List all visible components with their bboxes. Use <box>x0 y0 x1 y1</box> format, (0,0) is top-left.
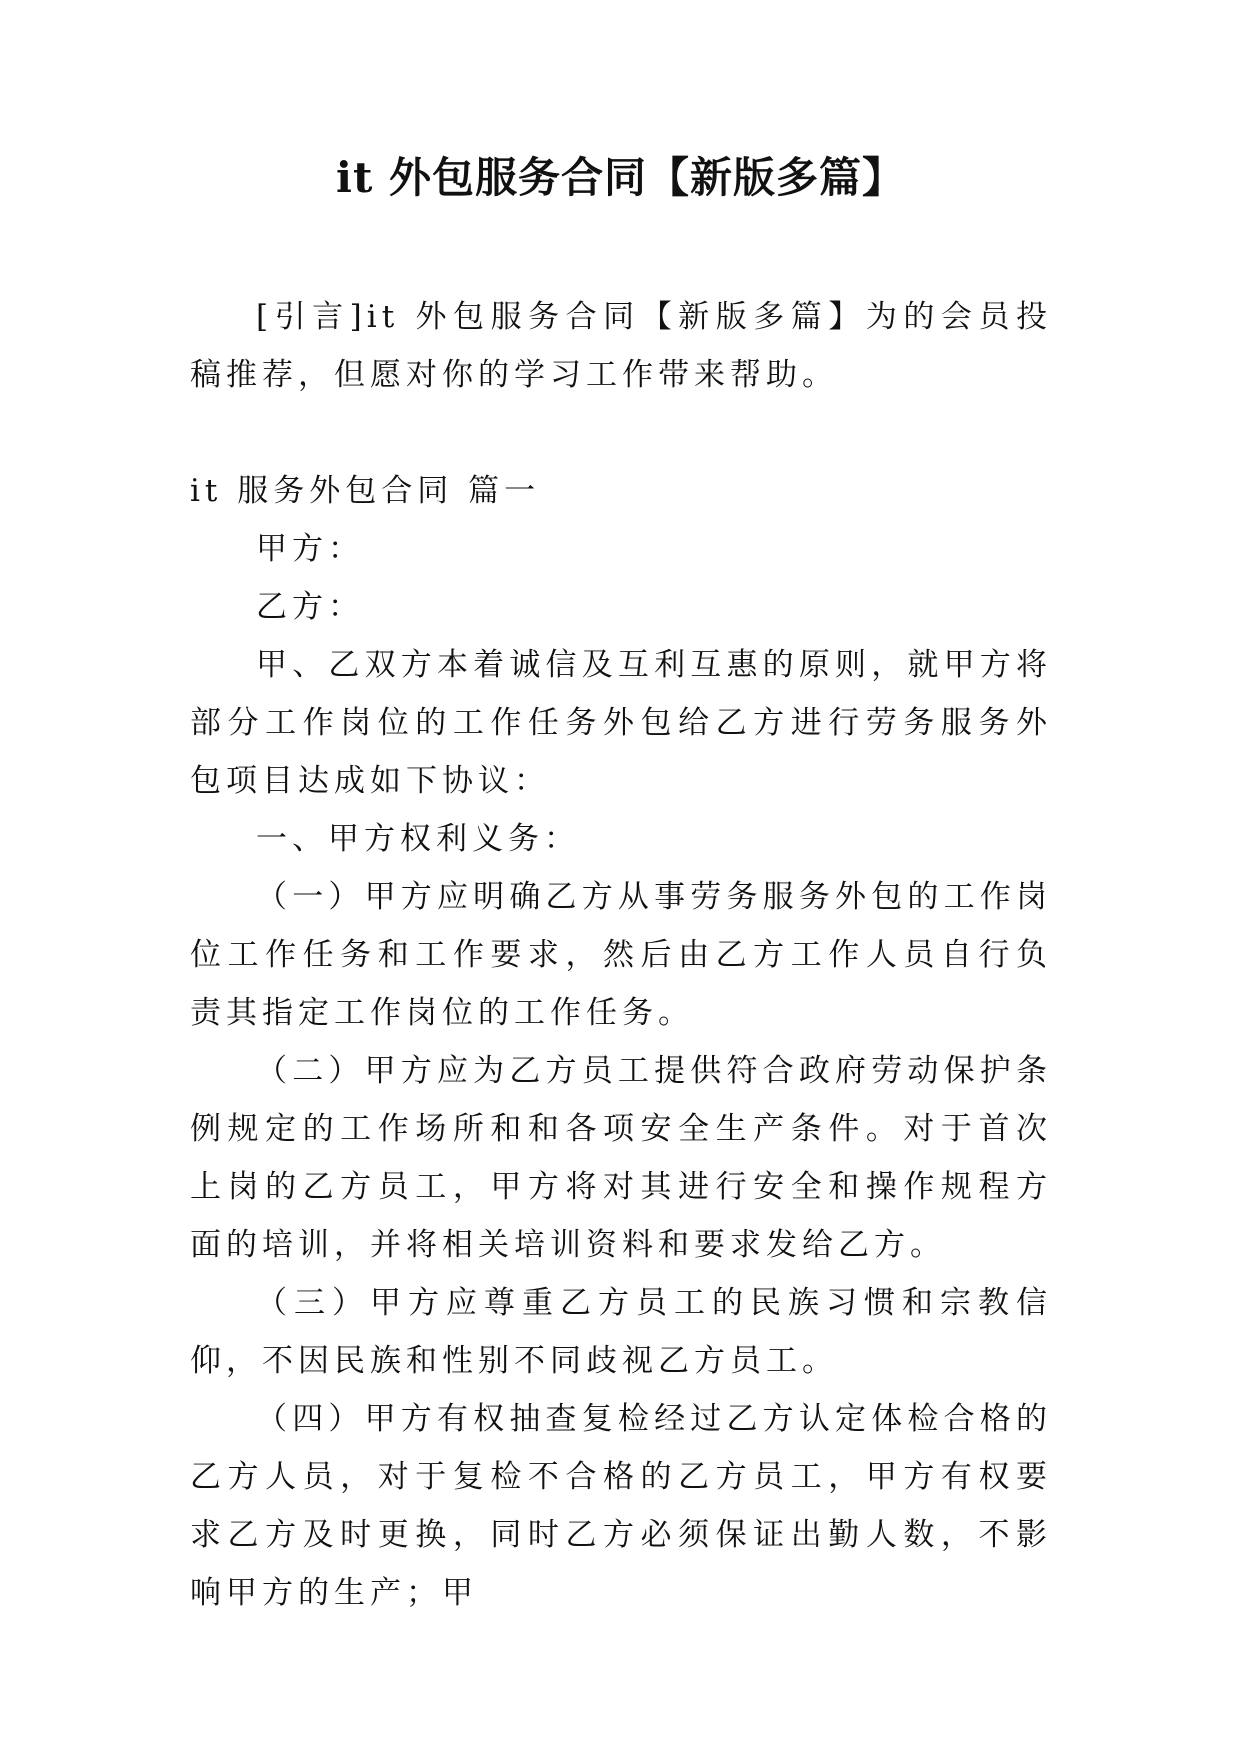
section-heading: it 服务外包合同 篇一 <box>190 473 541 509</box>
document-title: it 外包服务合同【新版多篇】 <box>336 153 905 202</box>
party-b-line: 乙方： <box>256 589 364 625</box>
clause-paragraph: （三）甲方应尊重乙方员工的民族习惯和宗教信仰，不因民族和性别不同歧视乙方员工。 <box>190 1285 1052 1379</box>
party-a-line: 甲方： <box>256 531 364 567</box>
preamble-paragraph: 甲、乙双方本着诚信及互利互惠的原则，就甲方将部分工作岗位的工作任务外包给乙方进行劳务服务外包项目达成如下协议： <box>190 647 1052 799</box>
clause-paragraph: （一）甲方应明确乙方从事劳务服务外包的工作岗位工作任务和工作要求，然后由乙方工作人员自行负责其指定工作岗位的工作任务。 <box>190 879 1052 1031</box>
clause-heading-party-a: 一、甲方权利义务： <box>256 821 580 857</box>
clause-paragraph: （四）甲方有权抽查复检经过乙方认定体检合格的乙方人员，对于复检不合格的乙方员工，甲方有权要求乙方及时更换，同时乙方必须保证出勤人数，不影响甲方的生产；甲 <box>190 1401 1052 1611</box>
intro-paragraph: [引言]it 外包服务合同【新版多篇】为的会员投稿推荐，但愿对你的学习工作带来帮助。 <box>190 299 1052 393</box>
document-body <box>190 288 1052 1622</box>
clause-paragraph: （二）甲方应为乙方员工提供符合政府劳动保护条例规定的工作场所和和各项安全生产条件。对于首次上岗的乙方员工，甲方将对其进行安全和操作规程方面的培训，并将相关培训资料和要求发给乙方。 <box>190 1053 1052 1263</box>
